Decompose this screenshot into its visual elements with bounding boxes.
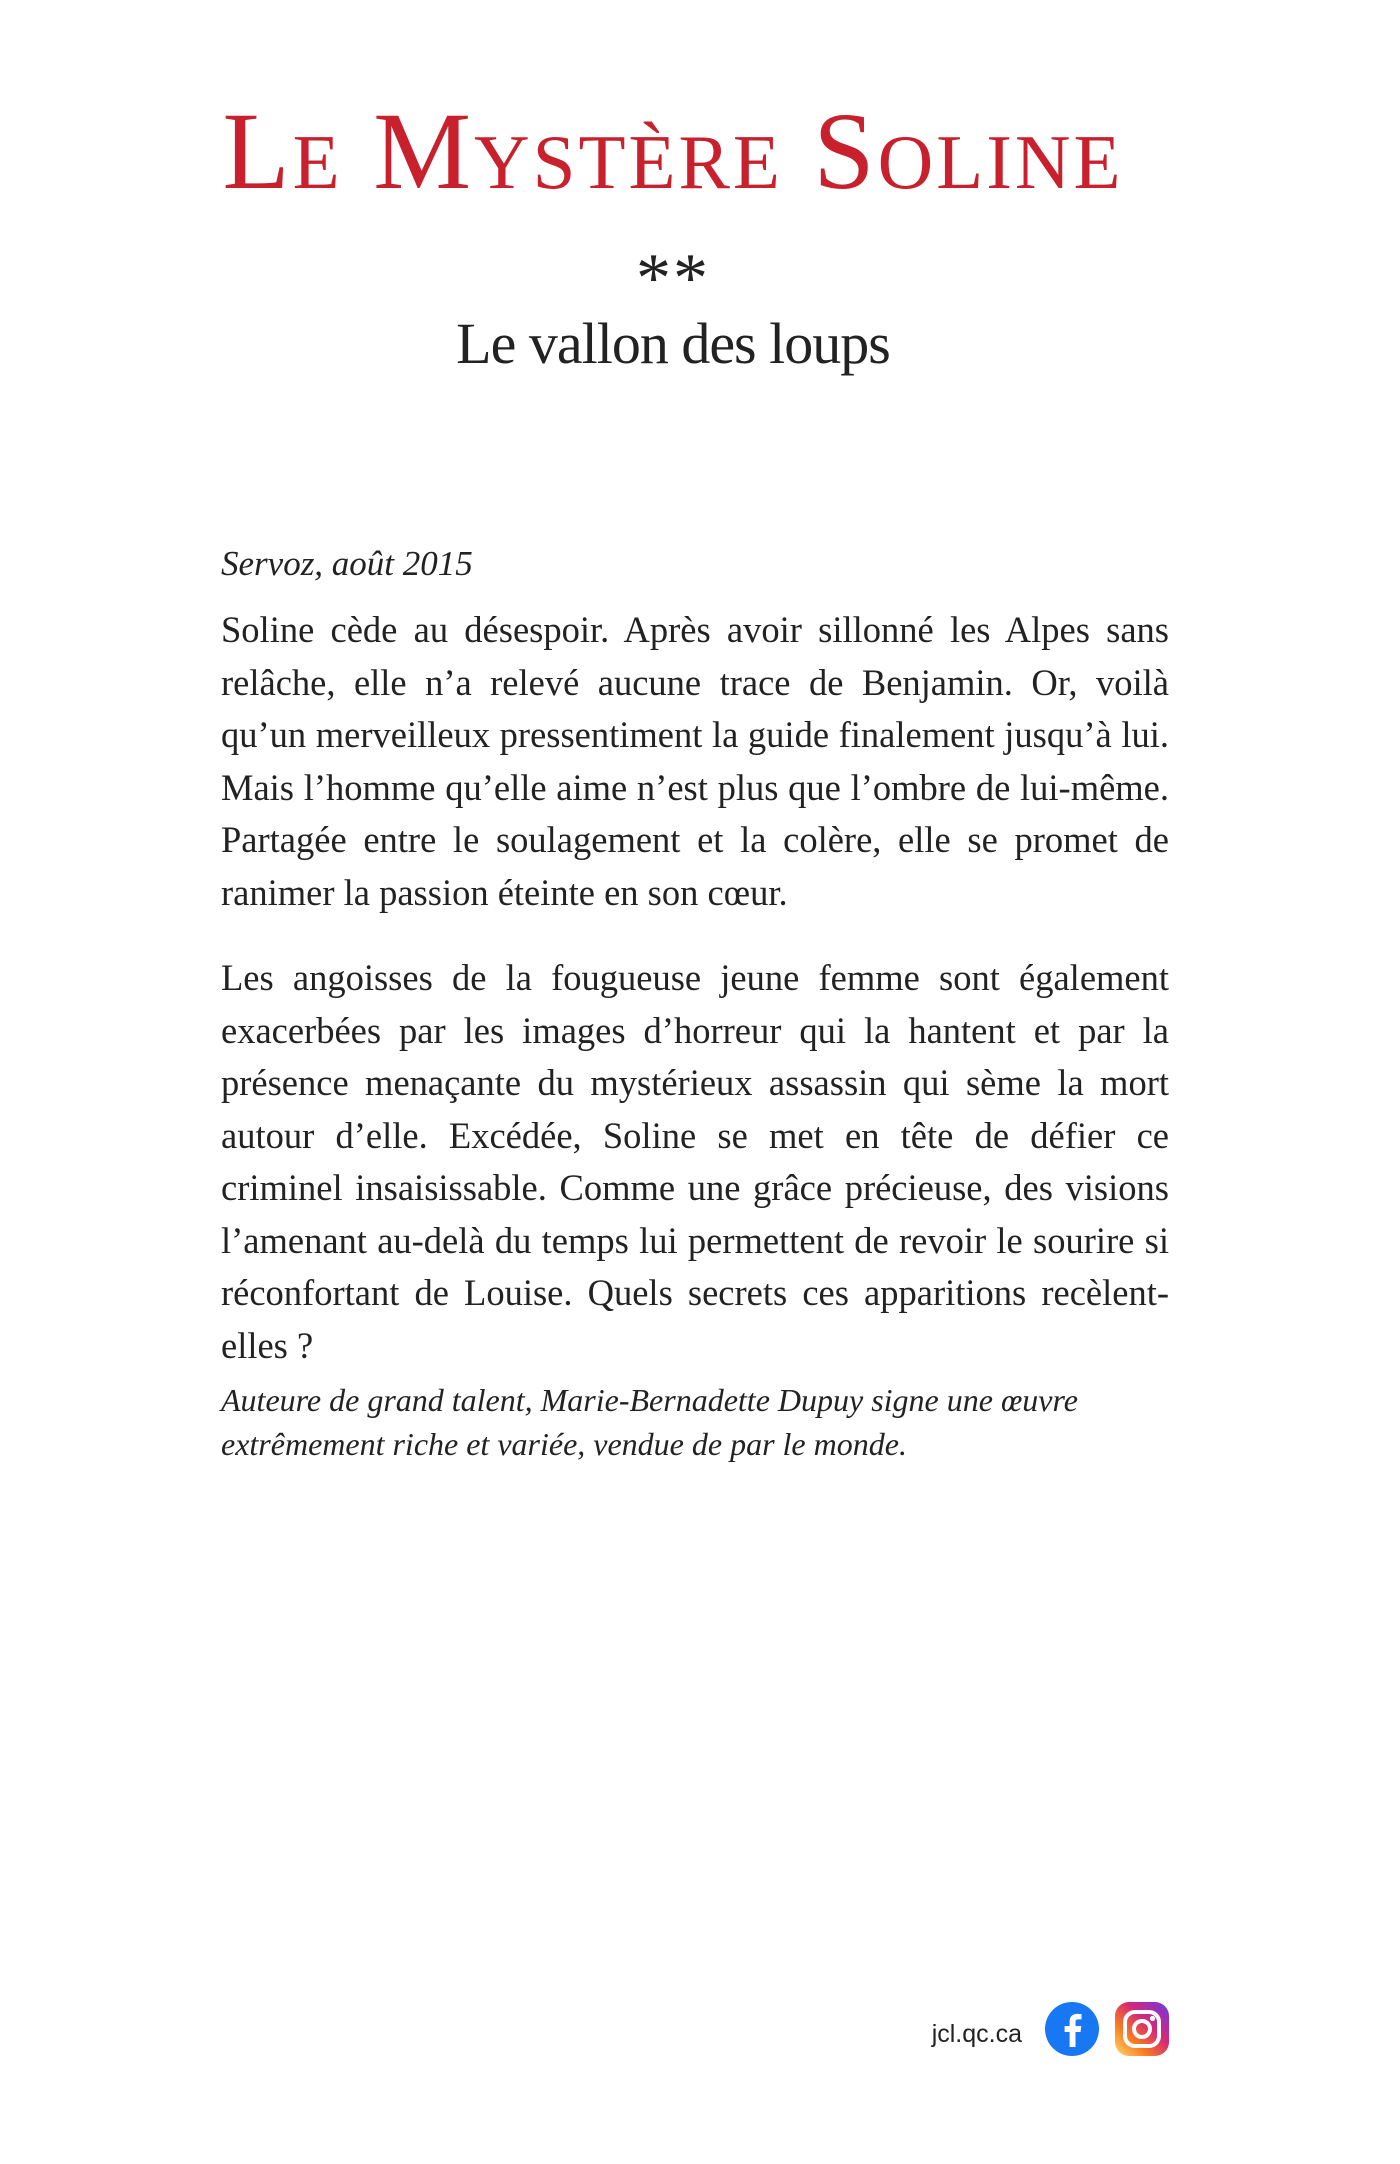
- facebook-icon[interactable]: [1044, 2001, 1100, 2057]
- website-link[interactable]: jcl.qc.ca: [931, 2019, 1022, 2048]
- synopsis-paragraph-1: Soline cède au désespoir. Après avoir sillonné les Alpes sans relâche, elle n’a relevé aucune trace de Benjamin. Or, voilà qu’un merveilleux pressentiment la guide finalement jusqu’à lui. Mais l’homme qu’elle aime n’est plus que l’ombre de lui-même. Partagée entre le soulagement et la colère, elle se promet de ranimer la passion éteinte en son cœur.: [221, 609, 1169, 913]
- volume-title: Le vallon des loups: [456, 311, 890, 376]
- series-title: Le Mystère Soline: [222, 90, 1124, 212]
- footer: [932, 2001, 1170, 2057]
- synopsis-paragraph-2: Les angoisses de la fougueuse jeune femme sont également exacerbées par les images d’horreur qui la hantent et par la présence menaçante du mystérieux assassin qui sème la mort autour d’elle. Excédée, Soline se met en tête de défier ce criminel insaisissable. Comme une grâce précieuse, des visions l’amenant au-delà du temps lui permettent de revoir le sourire si réconfortant de Louise. Quels secrets ces apparitions recèlent-elles ?: [221, 957, 1169, 1366]
- dateline: Servoz, août 2015: [221, 544, 473, 583]
- volume-marker: **: [636, 240, 710, 317]
- author-note: Auteure de grand talent, Marie-Bernadette Dupuy signe une œuvre extrêmement riche et variée, vendue de par le monde.: [221, 1382, 1078, 1462]
- instagram-icon[interactable]: [1114, 2001, 1170, 2057]
